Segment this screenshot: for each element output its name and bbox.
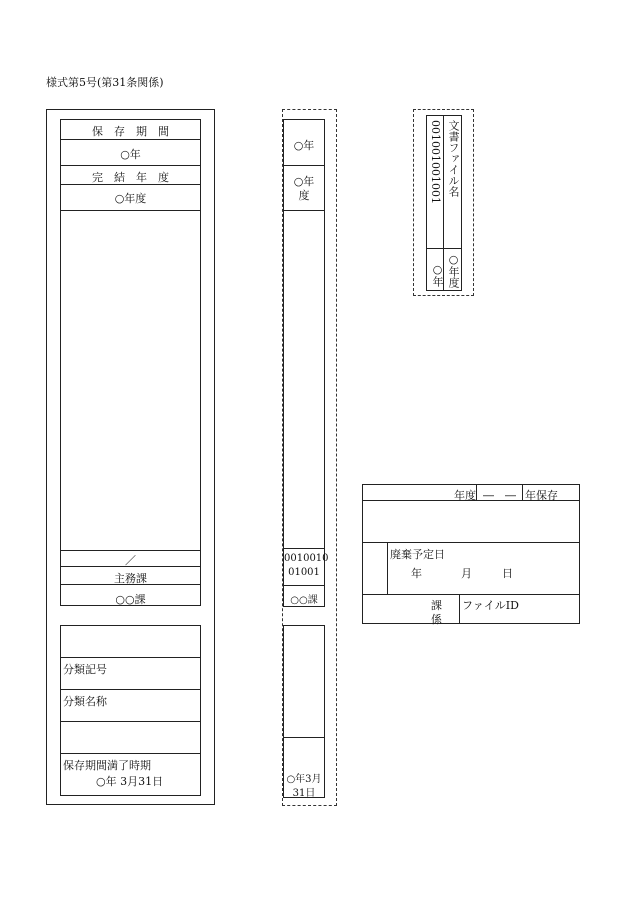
disposal-month: 月: [461, 567, 472, 580]
file-id-vertical: 001001001001: [429, 120, 442, 204]
narrow-bottom-table: [283, 625, 325, 798]
spine-label-large: [46, 109, 215, 805]
card-ka: 課: [431, 599, 442, 612]
fiscal-year-vertical: ○年度: [447, 253, 460, 288]
vertical-file-label: [413, 109, 474, 296]
slash-mark: ／: [125, 554, 136, 567]
disposal-date-label: 廃棄予定日: [390, 548, 445, 561]
card-dash: ― ―: [483, 489, 516, 502]
file-name-label: 文書ファイル名: [447, 120, 460, 197]
retention-period-label: 保 存 期 間: [92, 125, 169, 138]
years-vertical: ○年: [431, 263, 444, 287]
completion-year-label: 完 結 年 度: [92, 171, 169, 184]
narrow-expiry-2: 31日: [292, 788, 316, 799]
classification-name-label: 分類名称: [63, 695, 107, 708]
completion-year-value: ○年度: [114, 192, 147, 205]
department-label: 主務課: [114, 572, 147, 585]
narrow-id-2: 01001: [288, 567, 320, 578]
card-kakari: 係: [431, 613, 442, 626]
classification-code-label: 分類記号: [63, 663, 107, 676]
card-file-id-label: ファイルID: [462, 599, 519, 612]
expiry-value: ○年 3月31日: [96, 775, 164, 788]
narrow-expiry-1: ○年3月: [286, 774, 322, 785]
form-title: 様式第5号(第31条関係): [46, 76, 164, 89]
card-fiscal-year: 年度: [454, 489, 476, 502]
retention-period-value: ○年: [120, 148, 141, 161]
narrow-fiscal-year-2: 度: [298, 189, 310, 202]
card-retention: 年保存: [525, 489, 558, 502]
narrow-fiscal-year-1: ○年: [293, 175, 315, 188]
disposal-card: [362, 484, 580, 624]
disposal-day: 日: [502, 567, 513, 580]
spine-label-narrow: [282, 109, 337, 806]
narrow-top-table: [283, 119, 329, 607]
spine-bottom-table: [60, 625, 201, 796]
narrow-years: ○年: [293, 139, 315, 152]
spine-top-table: [60, 119, 201, 606]
vertical-label-table: [426, 115, 462, 291]
department-value: ○○課: [115, 593, 146, 606]
narrow-id-1: 0010010: [284, 553, 329, 564]
disposal-year: 年: [411, 567, 422, 580]
expiry-label: 保存期間満了時期: [63, 759, 151, 772]
narrow-department: ○○課: [290, 595, 318, 606]
